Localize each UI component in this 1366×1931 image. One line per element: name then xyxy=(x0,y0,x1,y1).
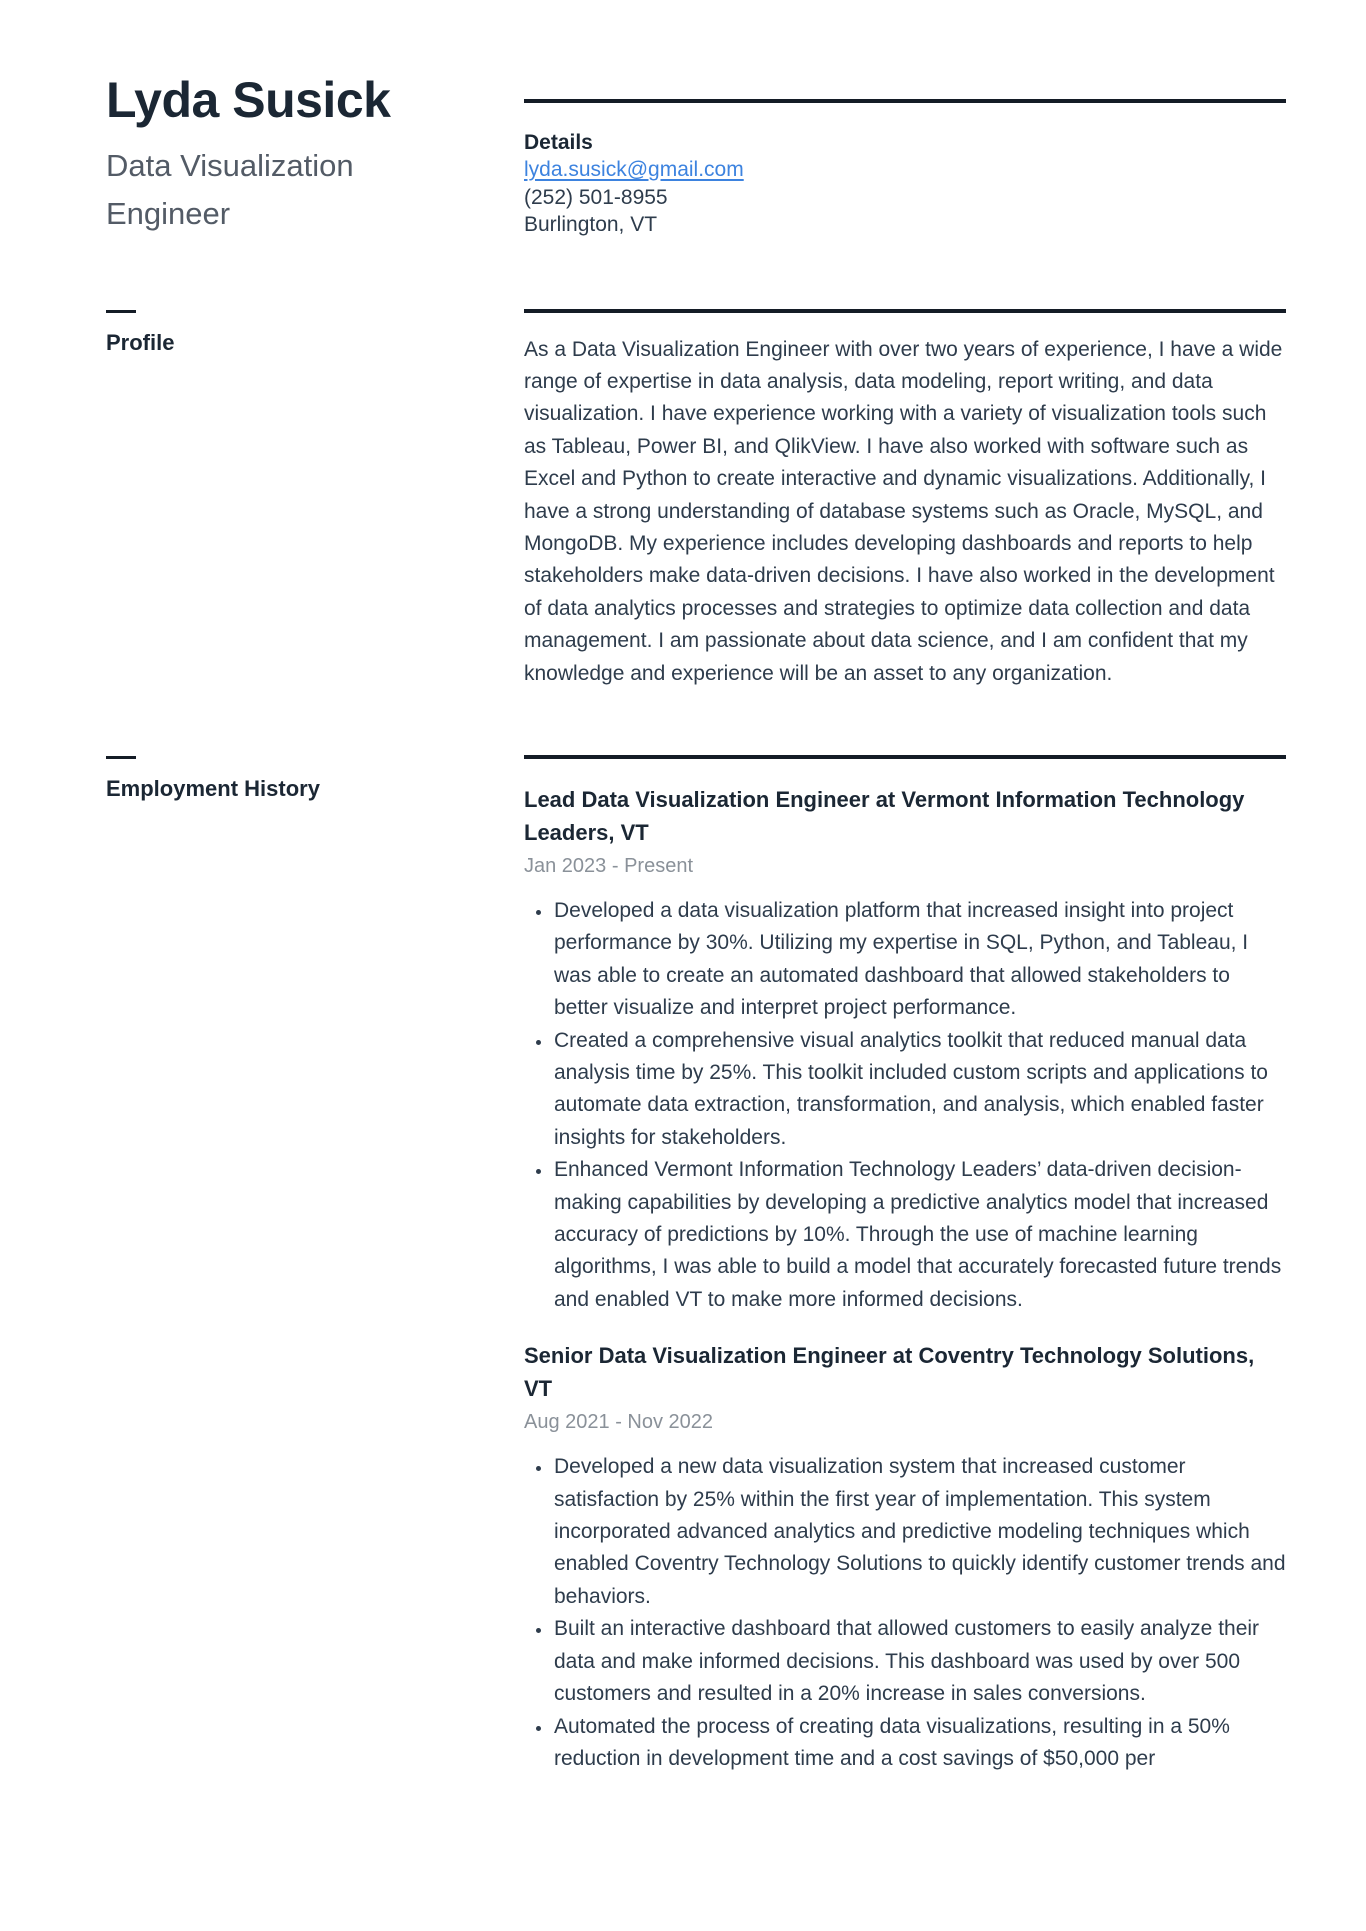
profile-text: As a Data Visualization Engineer with over two years of experience, I have a wide range of expertise in data analysis, data modeling, report writing, and data visualization. I have experience working with a variety of visualization tools such as Tableau, Power BI, and QlikView. I have also worked with software such as Excel and Python to create interactive and dynamic visualizations. Additionally, I have a strong understanding of database systems such as Oracle, MySQL, and MongoDB. My experience includes developing dashboards and reports to help stakeholders make data-driven decisions. I have also worked in the development of data analytics processes and strategies to optimize data collection and data management. I am passionate about data science, and I am confident that my knowledge and experience will be an asset to any organization. xyxy=(524,337,1283,685)
location: Burlington, VT xyxy=(524,213,658,236)
profile-section xyxy=(524,309,1286,690)
job-title-subtitle: Data Visualization Engineer xyxy=(106,148,354,231)
profile-dash xyxy=(106,310,136,313)
job-entry xyxy=(524,1339,1286,1775)
email-link[interactable]: lyda.susick@gmail.com xyxy=(524,158,744,181)
employment-section xyxy=(524,755,1286,1775)
bullet-item: • Created a comprehensive visual analytics toolkit that reduced manual data analysis time by 25%. This toolkit included custom scripts and applications to automate data extraction, transformation, and analysis, which enabled faster insights for stakeholders. xyxy=(553,1025,1286,1155)
employment-dash xyxy=(106,756,136,759)
phone-number: (252) 501-8955 xyxy=(524,185,668,209)
job-entry xyxy=(524,783,1286,1316)
job-bullet-list xyxy=(524,1451,1286,1775)
bullet-item: • Developed a new data visualization system that increased customer satisfaction by 25% within the first year of implementation. This system incorporated advanced analytics and predictive modeling techniques which enabled Coventry Technology Solutions to quickly identify customer trends and behaviors. xyxy=(553,1451,1286,1613)
job-dates: Aug 2021 - Nov 2022 xyxy=(524,1411,714,1434)
profile-divider xyxy=(524,309,1286,313)
details-heading: Details xyxy=(524,131,593,154)
bullet-item: • Built an interactive dashboard that allowed customers to easily analyze their data and make informed decisions. This dashboard was used by over 500 customers and resulted in a 20% increase in sales conversions. xyxy=(553,1613,1286,1710)
job-bullet-list xyxy=(524,895,1286,1316)
profile-label-column xyxy=(106,309,524,690)
email-row xyxy=(524,156,1286,184)
details-section xyxy=(524,0,1286,239)
page-title: Lyda Susick xyxy=(106,72,391,128)
job-title: Senior Data Visualization Engineer at Coventry Technology Solutions, VT xyxy=(524,1343,1255,1402)
header-left xyxy=(106,0,524,239)
job-dates: Jan 2023 - Present xyxy=(524,854,693,877)
bullet-item: • Automated the process of creating data visualizations, resulting in a 50% reduction in development time and a cost savings of $50,000 per xyxy=(553,1711,1286,1776)
employment-divider xyxy=(524,755,1286,759)
employment-label-column xyxy=(106,755,524,1775)
bullet-item: • Developed a data visualization platform that increased insight into project performance by 30%. Utilizing my expertise in SQL, Python, and Tableau, I was able to create an automated dashboard that allowed stakeholders to better visualize and interpret project performance. xyxy=(553,895,1286,1025)
employment-section-label: Employment History xyxy=(106,775,320,801)
bullet-item: • Enhanced Vermont Information Technology Leaders’ data-driven decision-making capabilities by developing a predictive analytics model that increased accuracy of predictions by 10%. Through the use of machine learning algorithms, I was able to build a model that accurately forecasted future trends and enabled VT to make more informed decisions. xyxy=(553,1154,1286,1316)
details-divider xyxy=(524,99,1286,103)
job-title: Lead Data Visualization Engineer at Vermont Information Technology Leaders, VT xyxy=(524,786,1245,845)
profile-section-label: Profile xyxy=(106,329,175,355)
